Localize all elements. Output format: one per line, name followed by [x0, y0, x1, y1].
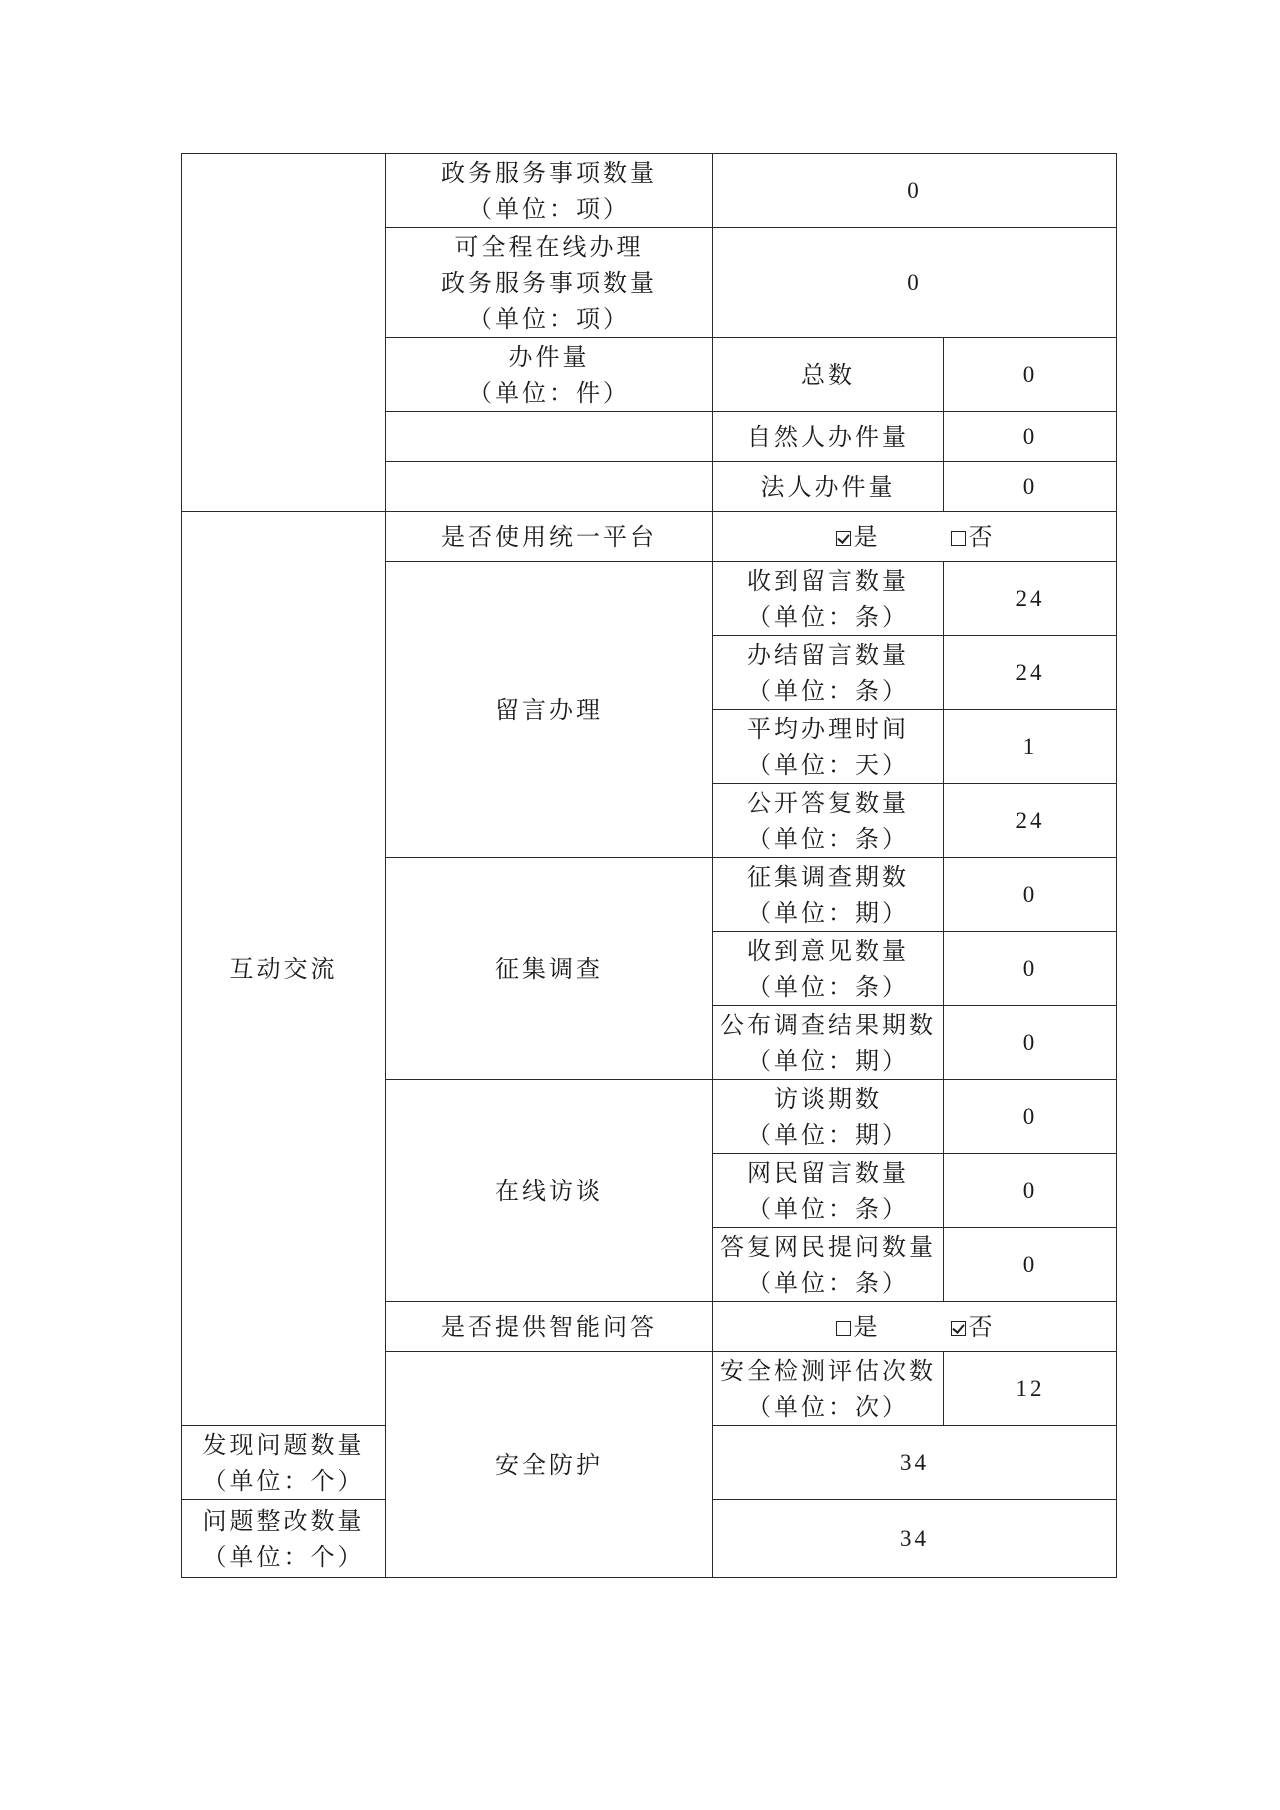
label-text: 办结留言数量 [747, 640, 909, 669]
blank-cell [386, 462, 713, 512]
value-cell: 24 [944, 562, 1117, 636]
label-text: 访谈期数 [774, 1084, 882, 1113]
sublabel-cell [713, 1080, 944, 1154]
unit-text: （单位：期） [747, 1046, 909, 1075]
value-cell: 0 [944, 1080, 1117, 1154]
sublabel-cell [713, 784, 944, 858]
unit-text: （单位：条） [747, 824, 909, 853]
option-yes[interactable] [836, 1309, 879, 1345]
sublabel-cell [713, 1154, 944, 1228]
option-no-label: 否 [968, 1312, 994, 1341]
blank-cell [386, 412, 713, 462]
unit-text: （单位：天） [747, 750, 909, 779]
option-yes[interactable] [836, 519, 879, 555]
label-cell [386, 228, 713, 338]
unit-text: （单位：条） [747, 1194, 909, 1223]
label-text: 收到留言数量 [747, 566, 909, 595]
row-platform [182, 512, 1117, 562]
value-cell: 0 [713, 154, 1117, 228]
label-text: 公布调查结果期数 [720, 1010, 936, 1039]
option-yes-label: 是 [853, 522, 879, 551]
group-cell-messages: 留言办理 [386, 562, 713, 858]
label-text: 安全检测评估次数 [720, 1356, 936, 1385]
value-cell: 34 [713, 1426, 1117, 1500]
sublabel-cell [713, 932, 944, 1006]
label-text: 网民留言数量 [747, 1158, 909, 1187]
unit-text: （单位：条） [747, 602, 909, 631]
value-cell: 1 [944, 710, 1117, 784]
value-cell: 24 [944, 784, 1117, 858]
platform-options [713, 512, 1117, 562]
label-text: 答复网民提问数量 [720, 1232, 936, 1261]
value-cell: 24 [944, 636, 1117, 710]
value-cell: 0 [944, 1228, 1117, 1302]
value-cell: 0 [944, 338, 1117, 412]
group-cell-survey: 征集调查 [386, 858, 713, 1080]
option-no-label: 否 [968, 522, 994, 551]
value-cell: 0 [713, 228, 1117, 338]
sublabel-cell: 总数 [713, 338, 944, 412]
row-service-items [182, 154, 1117, 228]
label-text: 平均办理时间 [747, 714, 909, 743]
sublabel-cell: 法人办件量 [713, 462, 944, 512]
smart-qa-options [713, 1302, 1117, 1352]
label-text: 政务服务事项数量 [441, 268, 657, 297]
label-text: 政务服务事项数量 [441, 158, 657, 187]
label-text: 办件量 [508, 342, 590, 371]
unit-text: （单位：件） [468, 378, 630, 407]
label-text: 发现问题数量 [202, 1430, 365, 1459]
checkbox-checked-icon[interactable] [951, 1321, 966, 1336]
label-cell [182, 1426, 386, 1500]
sublabel-cell [713, 858, 944, 932]
label-text: 收到意见数量 [747, 936, 909, 965]
label-cell [713, 1352, 944, 1426]
checkbox-empty-icon[interactable] [951, 531, 966, 546]
unit-text: （单位：期） [747, 1120, 909, 1149]
label-text: 征集调查期数 [747, 862, 909, 891]
value-cell: 0 [944, 1154, 1117, 1228]
sublabel-cell [713, 562, 944, 636]
unit-text: （单位：项） [468, 194, 630, 223]
option-yes-label: 是 [853, 1312, 879, 1341]
unit-text: （单位：条） [747, 676, 909, 705]
sublabel-cell [713, 1006, 944, 1080]
section-cell-blank [182, 154, 386, 512]
value-cell: 0 [944, 932, 1117, 1006]
sublabel-cell [713, 636, 944, 710]
group-cell-interview: 在线访谈 [386, 1080, 713, 1302]
unit-text: （单位：项） [468, 304, 630, 333]
value-cell: 34 [713, 1500, 1117, 1578]
option-no[interactable] [951, 1309, 994, 1345]
report-table [181, 153, 1117, 1578]
unit-text: （单位：期） [747, 898, 909, 927]
option-no[interactable] [951, 519, 994, 555]
label-cell [182, 1500, 386, 1578]
section-cell-security: 安全防护 [386, 1352, 713, 1578]
sublabel-cell [713, 710, 944, 784]
checkbox-empty-icon[interactable] [836, 1321, 851, 1336]
value-cell: 0 [944, 462, 1117, 512]
checkbox-checked-icon[interactable] [836, 531, 851, 546]
sublabel-cell: 自然人办件量 [713, 412, 944, 462]
label-text: 可全程在线办理 [454, 232, 644, 261]
label-cell: 是否使用统一平台 [386, 512, 713, 562]
label-text: 公开答复数量 [747, 788, 909, 817]
unit-text: （单位：条） [747, 972, 909, 1001]
unit-text: （单位：个） [202, 1466, 365, 1495]
unit-text: （单位：个） [202, 1542, 365, 1571]
label-cell [386, 154, 713, 228]
value-cell: 0 [944, 1006, 1117, 1080]
section-cell-interaction: 互动交流 [182, 512, 386, 1426]
label-cell: 是否提供智能问答 [386, 1302, 713, 1352]
value-cell: 0 [944, 858, 1117, 932]
label-text: 问题整改数量 [202, 1506, 365, 1535]
unit-text: （单位：条） [747, 1268, 909, 1297]
value-cell: 0 [944, 412, 1117, 462]
label-cell [386, 338, 713, 412]
sublabel-cell [713, 1228, 944, 1302]
unit-text: （单位：次） [747, 1392, 909, 1421]
value-cell: 12 [944, 1352, 1117, 1426]
